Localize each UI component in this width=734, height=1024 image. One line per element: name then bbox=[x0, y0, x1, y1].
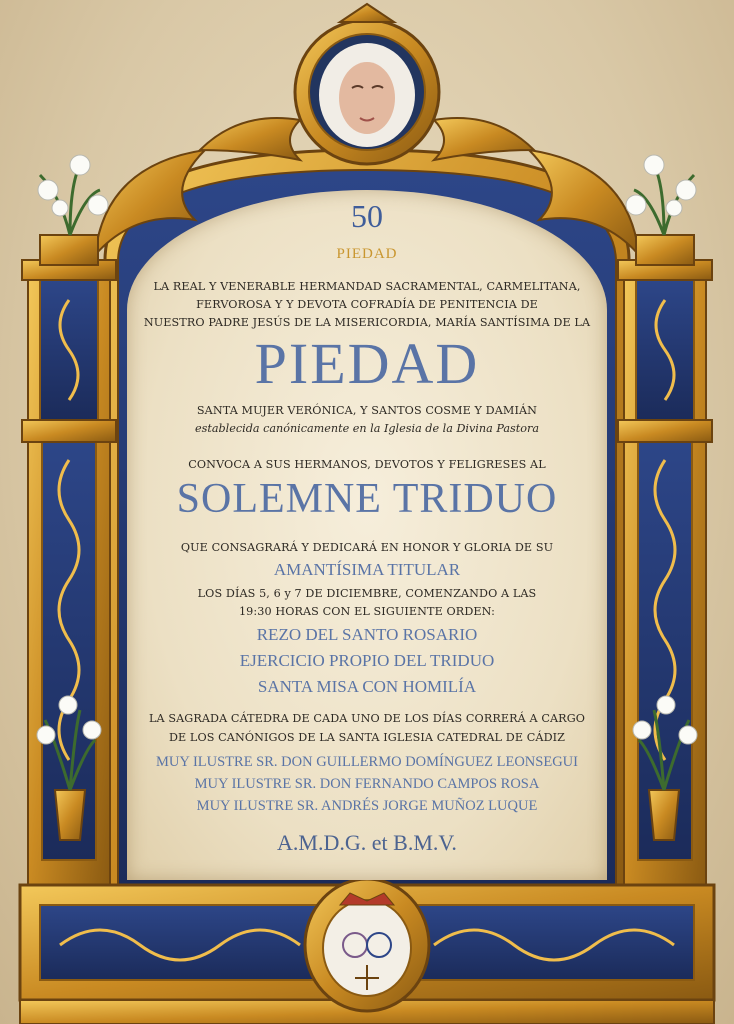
schedule-line: 19:30 HORAS CON EL SIGUIENTE ORDEN: bbox=[238, 605, 496, 618]
header-line: NUESTRO PADRE JESÚS DE LA MISERICORDIA, MARÍA SANTÍSIMA DE LA bbox=[143, 316, 591, 329]
preacher-name: MUY ILUSTRE SR. DON FERNANDO CAMPOS ROSA bbox=[194, 776, 540, 792]
titular-line: AMANTÍSIMA TITULAR bbox=[273, 560, 461, 579]
order-item: EJERCICIO PROPIO DEL TRIDUO bbox=[239, 651, 495, 670]
header-line: FERVOROSA Y Y DEVOTA COFRADÍA DE PENITENCIA DE bbox=[196, 298, 538, 311]
anniversary-logo bbox=[333, 198, 401, 272]
logo-label: PIEDAD bbox=[336, 246, 398, 262]
order-item: SANTA MISA CON HOMILÍA bbox=[257, 677, 477, 696]
subtitle: SANTA MUJER VERÓNICA, Y SANTOS COSME Y DAMIÁN bbox=[196, 404, 538, 417]
preacher-name: MUY ILUSTRE SR. ANDRÉS JORGE MUÑOZ LUQUE bbox=[196, 798, 538, 814]
preacher-name: MUY ILUSTRE SR. DON GUILLERMO DOMÍNGUEZ LEONSEGUI bbox=[156, 754, 578, 770]
logo-number: 50 bbox=[351, 198, 383, 234]
catedra-line: DE LOS CANÓNIGOS DE LA SANTA IGLESIA CATEDRAL DE CÁDIZ bbox=[168, 731, 566, 744]
dedication-line: QUE CONSAGRARÁ Y DEDICARÁ EN HONOR Y GLORIA DE SU bbox=[180, 541, 554, 554]
catedra-line: LA SAGRADA CÁTEDRA DE CADA UNO DE LOS DÍAS CORRERÁ A CARGO bbox=[148, 712, 586, 725]
event-title: SOLEMNE TRIDUO bbox=[176, 476, 558, 522]
lily-pot-icon bbox=[38, 155, 108, 265]
announcement-content bbox=[127, 190, 607, 880]
coat-of-arms-icon bbox=[305, 879, 429, 1011]
header-line: LA REAL Y VENERABLE HERMANDAD SACRAMENTAL, CARMELITANA, bbox=[153, 280, 581, 293]
subtitle-italic: establecida canónicamente en la Iglesia de la Divina Pastora bbox=[194, 422, 540, 435]
virgin-portrait-icon bbox=[319, 43, 415, 147]
lily-pot-icon bbox=[626, 155, 696, 265]
order-item: REZO DEL SANTO ROSARIO bbox=[256, 625, 478, 644]
convoca-line: CONVOCA A SUS HERMANOS, DEVOTOS Y FELIGRESES AL bbox=[188, 458, 546, 471]
closing-motto: A.M.D.G. et B.M.V. bbox=[277, 830, 457, 855]
schedule-line: LOS DÍAS 5, 6 y 7 DE DICIEMBRE, COMENZANDO A LAS bbox=[197, 587, 537, 600]
title: PIEDAD bbox=[254, 331, 480, 396]
